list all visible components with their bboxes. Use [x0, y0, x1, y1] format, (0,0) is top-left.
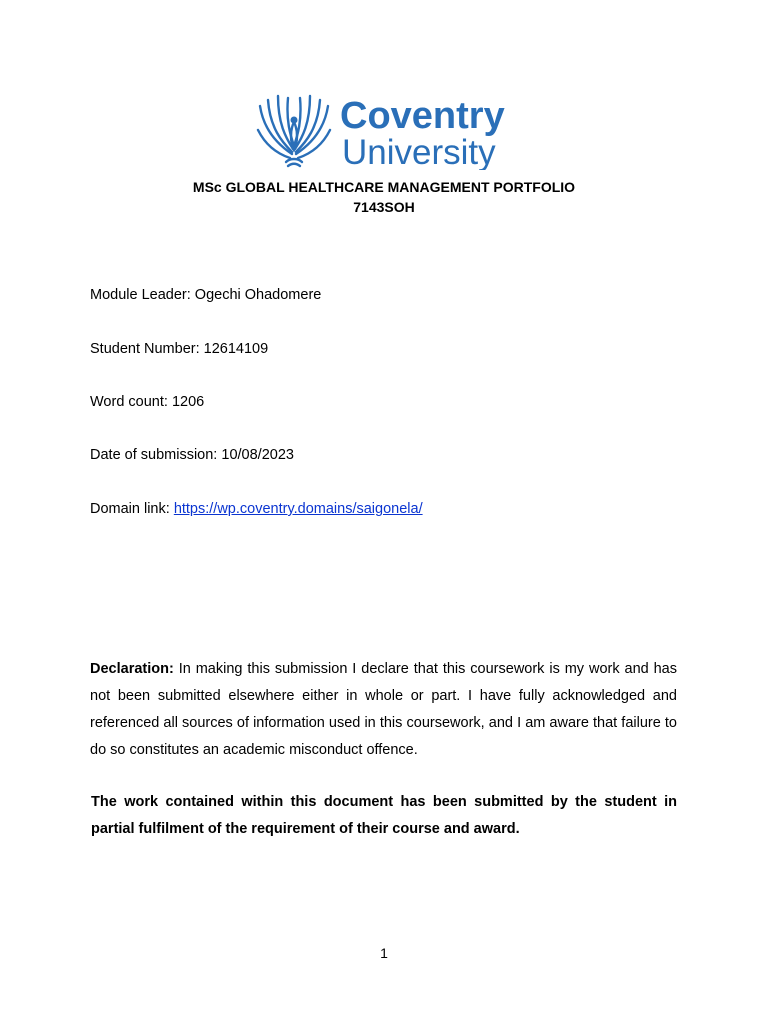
declaration-text: In making this submission I declare that this coursework is my work and has not been submitted elsewhere either in whole or part. I have fully acknowledged and referenced all sources of information used in this coursework, and I am aware that failure to do so constitutes an academic misconduct offence. [90, 661, 677, 758]
phoenix-logo-icon [256, 92, 516, 170]
word-count-label: Word count: [90, 394, 172, 410]
submission-statement: The work contained within this document has been submitted by the student in partial fulfilment of the requirement of their course and award. [91, 794, 677, 837]
module-leader-label: Module Leader: [90, 287, 195, 303]
declaration-paragraph [90, 656, 677, 764]
logo-word-coventry: Coventry [340, 95, 505, 137]
student-number-label: Student Number: [90, 341, 204, 357]
module-code: 7143SOH [353, 199, 415, 215]
declaration-label: Declaration: [90, 661, 174, 677]
submission-date-field [90, 445, 294, 465]
page-title: MSc GLOBAL HEALTHCARE MANAGEMENT PORTFOLIO [192, 179, 576, 195]
coventry-university-logo [256, 92, 516, 170]
module-leader-field [90, 285, 321, 305]
submission-date-label: Date of submission: [90, 447, 222, 463]
word-count-value: 1206 [171, 394, 205, 410]
domain-link-field [90, 499, 423, 519]
module-leader-value: Ogechi Ohadomere [194, 287, 322, 303]
domain-link-label: Domain link: [90, 501, 174, 517]
logo-word-university: University [342, 133, 496, 170]
word-count-field [90, 392, 204, 412]
student-number-field [90, 339, 268, 359]
student-number-value: 12614109 [203, 341, 269, 357]
title-block [0, 177, 768, 217]
page-number: 1 [380, 945, 388, 961]
submission-date-value: 10/08/2023 [221, 447, 294, 463]
domain-link[interactable]: https://wp.coventry.domains/saigonela/ [173, 501, 423, 517]
